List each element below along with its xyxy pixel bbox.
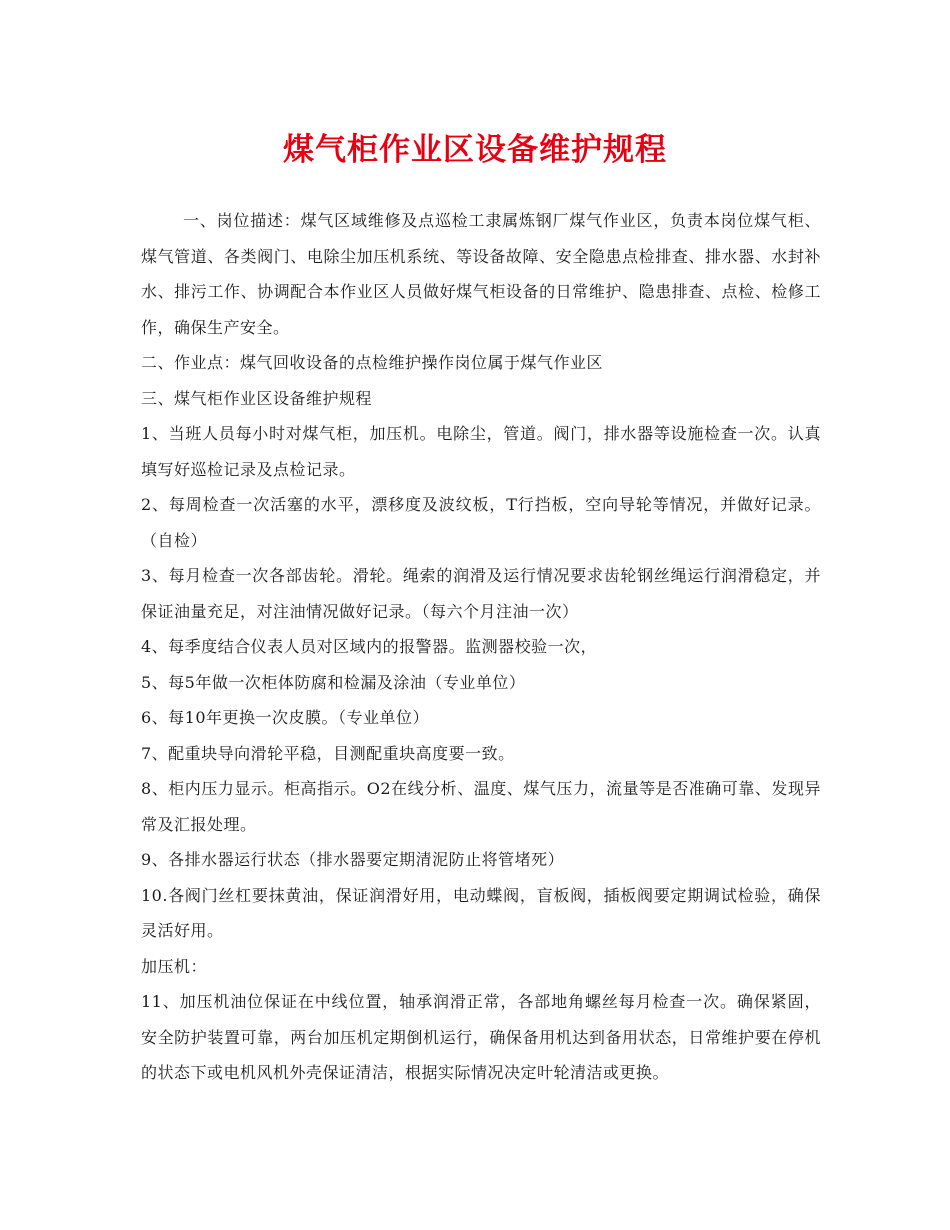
paragraph-work-point: 二、作业点：煤气回收设备的点检维护操作岗位属于煤气作业区 (141, 353, 604, 372)
section-heading-rules: 三、煤气柜作业区设备维护规程 (141, 388, 373, 408)
rule-item-4: 4、每季度结合仪表人员对区域内的报警器。监测器校验一次， (141, 637, 598, 656)
rule-item-5: 5、每5年做一次柜体防腐和检漏及涂油（专业单位） (141, 672, 526, 692)
rule-item-9: 9、各排水器运行状态（排水器要定期清泥防止将管堵死） (141, 850, 565, 869)
rule-item-8: 8、柜内压力显示。柜高指示。O2在线分析、温度、煤气压力，流量等是否准确可靠、发现异常及汇报处理。 (141, 779, 821, 834)
document-title: 煤气柜作业区设备维护规程 (283, 132, 667, 168)
subheading-booster: 加压机： (141, 956, 208, 976)
rule-item-7: 7、配重块导向滑轮平稳，目测配重块高度要一致。 (141, 743, 515, 763)
rule-item-3: 3、每月检查一次各部齿轮。滑轮。绳索的润滑及运行情况要求齿轮钢丝绳运行润滑稳定，并保证油量充足，对注油情况做好记录。（每六个月注油一次） (141, 566, 821, 621)
rule-item-6: 6、每10年更换一次皮膜。（专业单位） (141, 708, 430, 727)
document-body (141, 203, 821, 1091)
rule-item-2: 2、每周检查一次活塞的水平，漂移度及波纹板，T行挡板，空向导轮等情况，并做好记录。（自检） (141, 495, 821, 550)
rule-item-1: 1、当班人员每小时对煤气柜，加压机。电除尘，管道。阀门，排水器等设施检查一次。认真填写好巡检记录及点检记录。 (141, 424, 821, 479)
rule-item-11: 11、加压机油位保证在中线位置，轴承润滑正常，各部地角螺丝每月检查一次。确保紧固，安全防护装置可靠，两台加压机定期倒机运行，确保备用机达到备用状态，日常维护要在停机的状态下或电机风机外壳保证清洁，根据实际情况决定叶轮清洁或更换。 (141, 992, 821, 1082)
paragraph-job-description: 一、岗位描述：煤气区域维修及点巡检工隶属炼钢厂煤气作业区，负责本岗位煤气柜、煤气管道、各类阀门、电除尘加压机系统、等设备故障、安全隐患点检排查、排水器、水封补水、排污工作、协调配合本作业区人员做好煤气柜设备的日常维护、隐患排查、点检、检修工作，确保生产安全。 (141, 211, 821, 337)
rule-item-10: 10.各阀门丝杠要抹黄油，保证润滑好用，电动蝶阀，盲板阀，插板阀要定期调试检验，确保灵活好用。 (141, 885, 821, 940)
